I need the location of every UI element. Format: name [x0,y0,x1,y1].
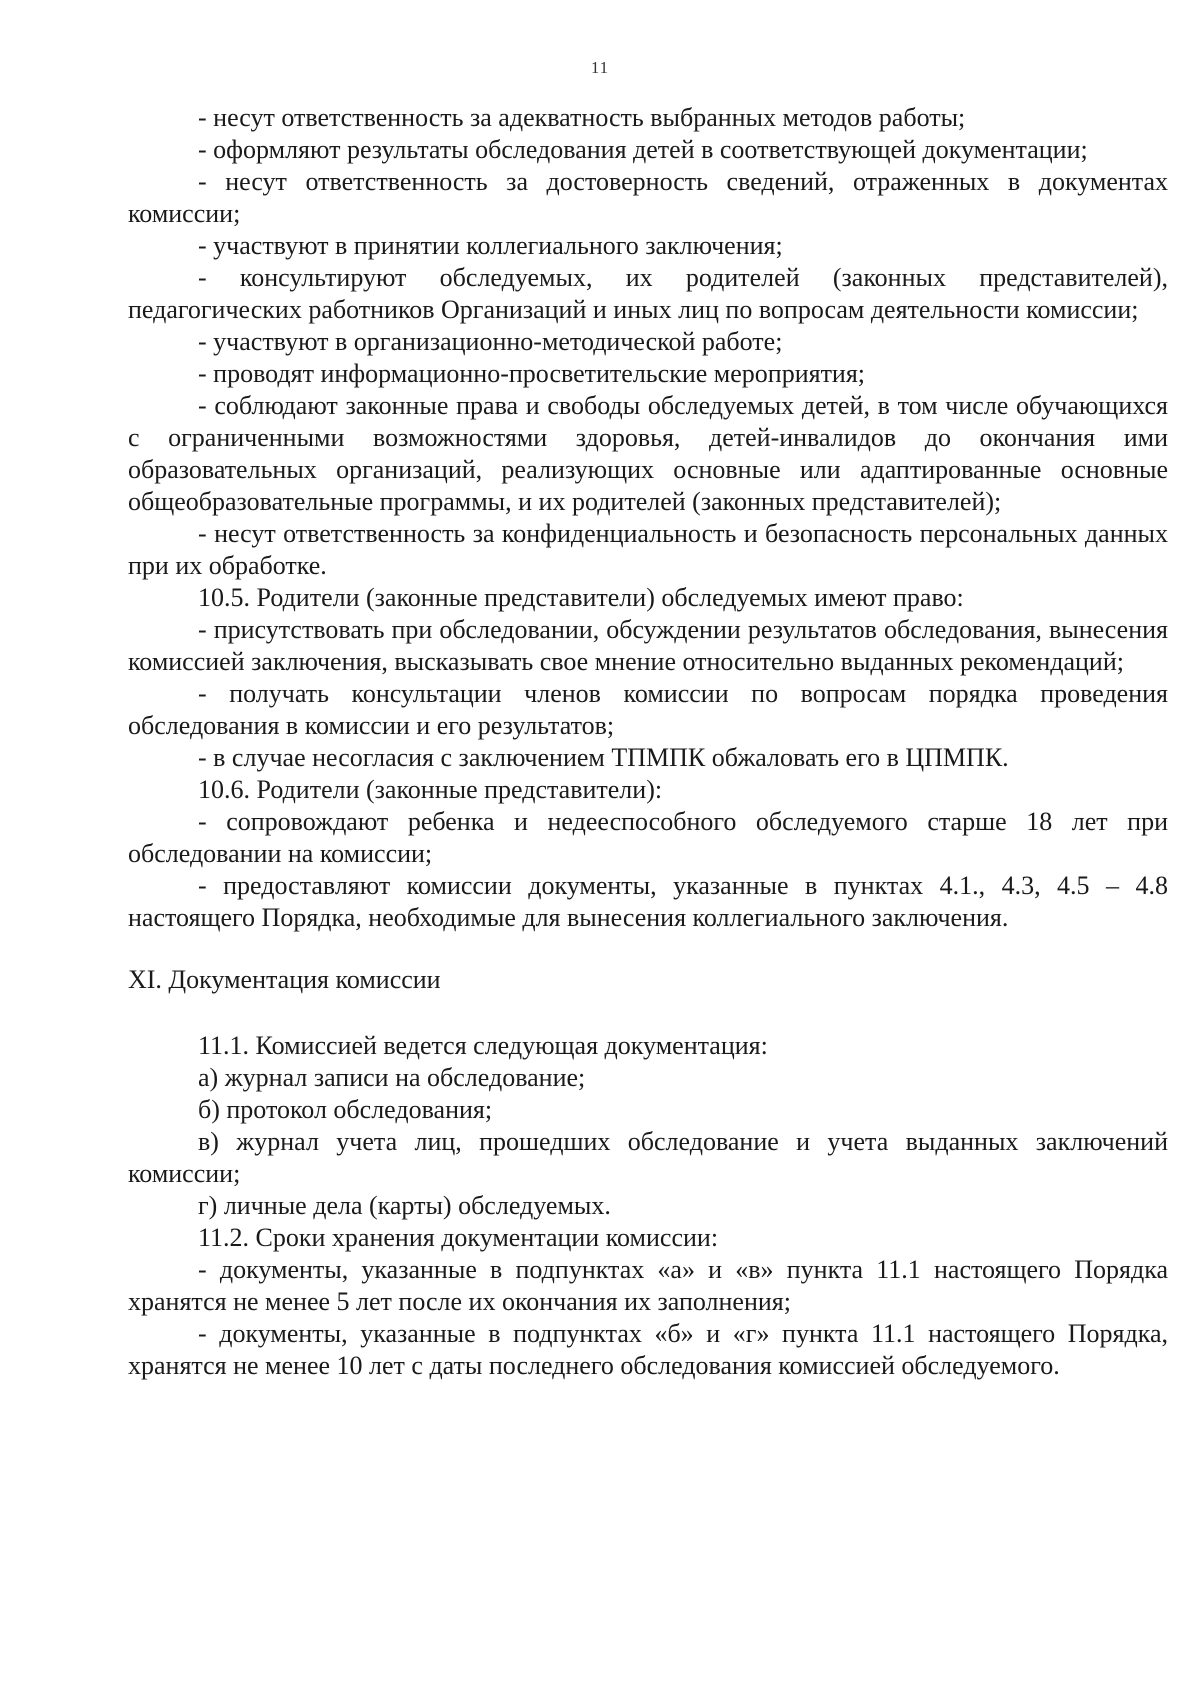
paragraph: - проводят информационно-просветительские мероприятия; [198,359,866,388]
document-body [128,102,1168,1382]
paragraph: - документы, указанные в подпунктах «б» и «г» пункта 11.1 настоящего Порядка, хранятся не менее 10 лет с даты последнего обследования комиссией обследуемого. [128,1319,1168,1380]
paragraph: - несут ответственность за достоверность сведений, отраженных в документах комиссии; [128,167,1168,228]
paragraph: - получать консультации членов комиссии по вопросам порядка проведения обследования в комиссии и его результатов; [128,679,1168,740]
paragraph: 11.1. Комиссией ведется следующая документация: [198,1031,768,1060]
paragraph: - участвуют в принятии коллегиального заключения; [198,231,783,260]
paragraph: 10.5. Родители (законные представители) обследуемых имеют право: [198,583,964,612]
paragraph: - консультируют обследуемых, их родителей (законных представителей), педагогических работников Организаций и иных лиц по вопросам деятельности комиссии; [128,263,1168,324]
paragraph: - несут ответственность за адекватность выбранных методов работы; [198,103,966,132]
paragraph: - документы, указанные в подпунктах «а» и «в» пункта 11.1 настоящего Порядка хранятся не менее 5 лет после их окончания их заполнения; [128,1255,1168,1316]
section-heading: XI. Документация комиссии [128,965,441,994]
page-number: 11 [590,58,610,77]
paragraph: б) протокол обследования; [198,1095,493,1124]
paragraph: - несут ответственность за конфиденциальность и безопасность персональных данных при их обработке. [128,519,1168,580]
paragraph: г) личные дела (карты) обследуемых. [198,1191,611,1220]
paragraph: 10.6. Родители (законные представители): [198,775,663,804]
paragraph: - присутствовать при обследовании, обсуждении результатов обследования, вынесения комиссией заключения, высказывать свое мнение относительно выданных рекомендаций; [128,615,1168,676]
paragraph: - в случае несогласия с заключением ТПМПК обжаловать его в ЦПМПК. [198,743,1009,772]
paragraph: - сопровождают ребенка и недееспособного обследуемого старше 18 лет при обследовании на комиссии; [128,807,1168,868]
paragraph: - оформляют результаты обследования детей в соответствующей документации; [198,135,1088,164]
paragraph: - соблюдают законные права и свободы обследуемых детей, в том числе обучающихся с ограниченными возможностями здоровья, детей-инвалидов до окончания ими образовательных организаций, реализующих основные или адаптированные основные общеобразовательные программы, и их родителей (законных представителей); [128,391,1168,516]
paragraph: а) журнал записи на обследование; [198,1063,586,1092]
paragraph: 11.2. Сроки хранения документации комиссии: [198,1223,719,1252]
paragraph: в) журнал учета лиц, прошедших обследование и учета выданных заключений комиссии; [128,1127,1168,1188]
paragraph: - предоставляют комиссии документы, указанные в пунктах 4.1., 4.3, 4.5 – 4.8 настоящего Порядка, необходимые для вынесения коллегиального заключения. [128,871,1168,932]
paragraph: - участвуют в организационно-методической работе; [198,327,783,356]
